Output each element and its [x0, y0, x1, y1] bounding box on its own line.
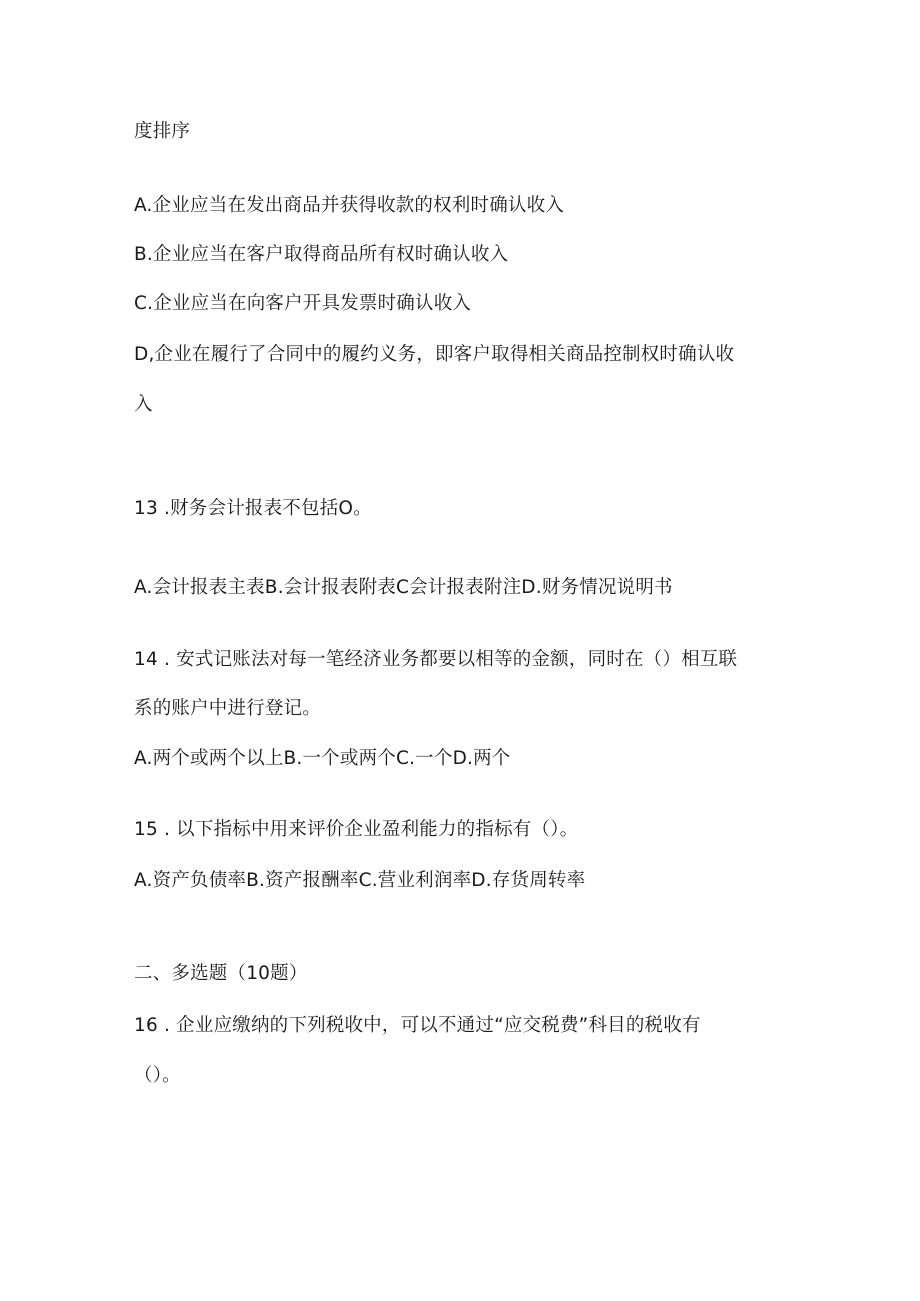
q16-question-line1: 16 . 企业应缴纳的下列税收中，可以不通过“应交税费”科目的税收有	[134, 1015, 701, 1036]
q12-tail-text: 度排序	[134, 121, 191, 142]
q12-option-d-line2: 入	[134, 394, 153, 415]
q14-question-line1: 14 . 安式记账法对每一笔经济业务都要以相等的金额，同时在（）相互联	[134, 649, 738, 670]
q16-question-line2: （）。	[134, 1065, 181, 1086]
q12-option-b: B.企业应当在客户取得商品所有权时确认收入	[134, 244, 509, 265]
q14-question-line2: 系的账户中进行登记。	[134, 698, 322, 719]
q12-option-c: C.企业应当在向客户开具发票时确认收入	[134, 293, 472, 314]
q15-options: A.资产负债率B.资产报酬率C.营业利润率D.存货周转率	[134, 870, 586, 891]
q13-question: 13 .财务会计报表不包括O。	[134, 498, 372, 519]
q12-option-d-line1: D,企业在履行了合同中的履约义务，即客户取得相关商品控制权时确认收	[134, 344, 735, 365]
q12-option-a: A.企业应当在发出商品并获得收款的权利时确认收入	[134, 195, 565, 216]
q13-options: A.会计报表主表B.会计报表附表C会计报表附注D.财务情况说明书	[134, 577, 673, 598]
q14-options: A.两个或两个以上B.一个或两个C.一个D.两个	[134, 748, 511, 769]
q15-question: 15 . 以下指标中用来评价企业盈利能力的指标有（）。	[134, 819, 579, 840]
section2-heading: 二、多选题（10题）	[134, 963, 308, 984]
